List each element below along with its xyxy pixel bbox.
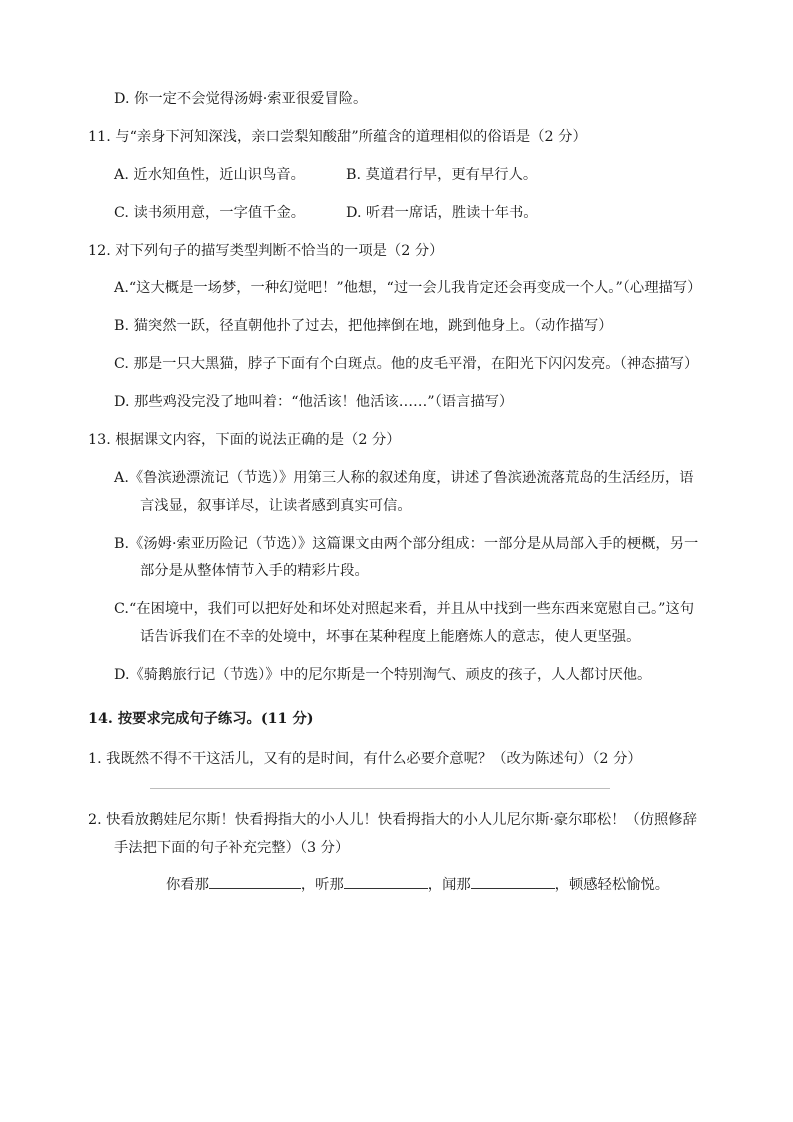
- question-14-sub-2: 2. 快看放鹅娃尼尔斯！快看拇指大的小人儿！快看拇指大的小人儿尼尔斯·豪尔耶松！（仿照修辞手法把下面的句子补充完整）（3 分）: [88, 811, 697, 856]
- option-d-top: D. 你一定不会觉得汤姆·索亚很爱冒险。: [114, 91, 368, 107]
- fill-mid-1: ，听那: [300, 877, 344, 894]
- question-13-option-a: A.《鲁滨逊漂流记（节选）》用第三人称的叙述角度，讲述了鲁滨逊流落荒岛的生活经历，语言浅显，叙事详尽，让读者感到真实可信。: [114, 469, 694, 514]
- blank-field-2[interactable]: [344, 874, 428, 889]
- fill-mid-2: ，闻那: [427, 877, 471, 894]
- question-12-option-b: B. 猫突然一跃，径直朝他扑了过去，把他摔倒在地，跳到他身上。（动作描写）: [114, 318, 613, 335]
- question-11-option-b: B. 莫道君行早，更有早行人。: [346, 166, 538, 183]
- blank-field-1[interactable]: [209, 874, 301, 889]
- document-body: [88, 72, 705, 900]
- top-spacer: [88, 72, 705, 86]
- question-13-option-c: C.“在困境中，我们可以把好处和坏处对照起来看，并且从中找到一些东西来宽慰自己。”这句话告诉我们在不幸的处境中，坏事在某种程度上能磨炼人的意志，使人更坚强。: [114, 601, 695, 646]
- question-12-option-c: C. 那是一只大黑猫，脖子下面有个白斑点。他的皮毛平滑，在阳光下闪闪发亮。（神态描写）: [114, 356, 699, 373]
- question-13-option-b: B.《汤姆·索亚历险记（节选）》这篇课文由两个部分组成：一部分是从局部入手的梗概，另一部分是从整体情节入手的精彩片段。: [114, 535, 699, 580]
- question-11-option-d: D. 听君一席话，胜读十年书。: [346, 204, 538, 221]
- fill-prefix: 你看那: [166, 877, 209, 894]
- blank-field-3[interactable]: [471, 874, 555, 889]
- question-12-stem: 12. 对下列句子的描写类型判断不恰当的一项是（2 分）: [88, 242, 444, 259]
- question-14-sub-1: 1. 我既然不得不干这活儿，又有的是时间，有什么必要介意呢？（改为陈述句）（2 分）: [88, 750, 642, 767]
- question-11-option-a: A. 近水知鱼性，近山识鸟音。: [114, 166, 305, 183]
- question-14-heading: 14. 按要求完成句子练习。(11 分): [88, 710, 314, 727]
- question-13-stem: 13. 根据课文内容，下面的说法正确的是（2 分）: [88, 431, 401, 448]
- question-11-options-row1: [88, 162, 705, 190]
- question-12-option-a: A.“这大概是一场梦，一种幻觉吧！”他想，“过一会儿我肯定还会再变成一个人。”（心理描写）: [114, 280, 702, 297]
- fill-suffix: ，顿感轻松愉悦。: [554, 877, 670, 894]
- question-13-option-d: D.《骑鹅旅行记（节选）》中的尼尔斯是一个特别淘气、顽皮的孩子，人人都讨厌他。: [114, 667, 652, 683]
- answer-rule-line: [150, 788, 610, 789]
- question-12-option-d: D. 那些鸡没完没了地叫着：“他活该！他活该……”（语言描写）: [114, 394, 514, 410]
- question-11-options-row2: [88, 200, 705, 228]
- question-11-stem: 11. 与“亲身下河知深浅，亲口尝梨知酸甜”所蕴含的道理相似的俗语是（2 分）: [88, 128, 587, 145]
- fill-in-blank-line: [88, 872, 705, 900]
- question-11-option-c: C. 读书须用意，一字值千金。: [114, 204, 306, 221]
